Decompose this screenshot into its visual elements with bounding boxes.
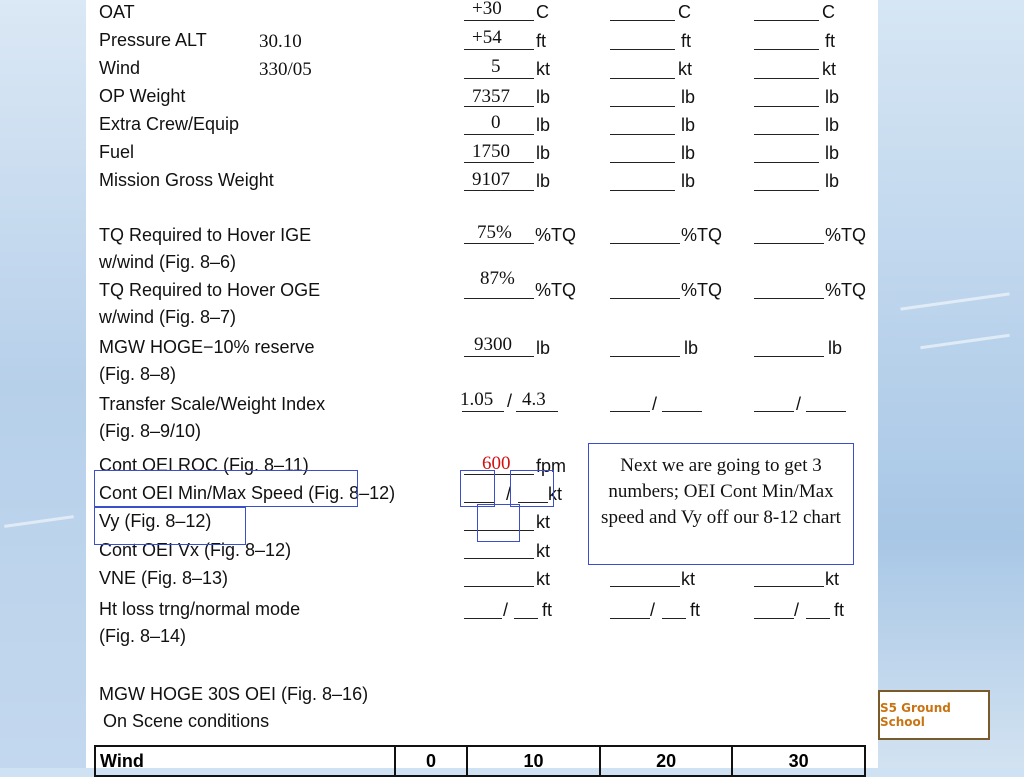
row-sublabel: w/wind (Fig. 8–7) bbox=[99, 307, 237, 327]
highlight-box-vy bbox=[94, 507, 246, 545]
highlight-box-max-value bbox=[510, 470, 554, 507]
unit-label: lb bbox=[684, 338, 699, 358]
separator-slash: / bbox=[796, 394, 802, 414]
blank-line bbox=[610, 411, 650, 412]
unit-label: lb bbox=[681, 87, 696, 107]
blank-line bbox=[662, 411, 702, 412]
row-label: Mission Gross Weight bbox=[99, 170, 274, 190]
unit-label: kt bbox=[825, 569, 840, 589]
table-header-cell: Wind bbox=[95, 746, 395, 776]
ground-school-logo bbox=[878, 690, 990, 740]
section-subtitle: On Scene conditions bbox=[103, 711, 270, 731]
row-label: Ht loss trng/normal mode bbox=[99, 599, 301, 619]
blank-line bbox=[754, 586, 824, 587]
blank-line bbox=[610, 78, 675, 79]
unit-label: fpm bbox=[536, 456, 567, 476]
blank-line bbox=[462, 411, 504, 412]
row-sublabel: (Fig. 8–8) bbox=[99, 364, 177, 384]
row-label: Pressure ALT bbox=[99, 30, 207, 50]
blank-line bbox=[610, 20, 675, 21]
unit-label: lb bbox=[825, 171, 840, 191]
unit-label: lb bbox=[536, 143, 551, 163]
unit-label: ft bbox=[681, 31, 692, 51]
wind-table bbox=[94, 745, 866, 777]
section-title: MGW HOGE 30S OEI (Fig. 8–16) bbox=[99, 684, 369, 704]
row-label: Cont OEI Vx (Fig. 8–12) bbox=[99, 540, 292, 560]
blank-line bbox=[806, 618, 830, 619]
blank-line bbox=[754, 618, 794, 619]
handwritten-value: 5 bbox=[491, 56, 501, 77]
callout-note: Next we are going to get 3 numbers; OEI Cont Min/Max speed and Vy off our 8-12 chart bbox=[588, 443, 854, 565]
blank-line bbox=[464, 134, 534, 135]
table-header-cell: 30 bbox=[732, 746, 865, 776]
blank-line bbox=[464, 190, 534, 191]
separator-slash: / bbox=[503, 600, 509, 620]
blank-line bbox=[754, 106, 819, 107]
handwritten-value: 600 bbox=[482, 453, 511, 474]
blank-line bbox=[464, 356, 534, 357]
handwritten-value: 330/05 bbox=[259, 59, 312, 80]
unit-label: %TQ bbox=[681, 225, 723, 245]
unit-label: lb bbox=[536, 338, 551, 358]
performance-worksheet bbox=[86, 0, 878, 768]
row-sublabel: (Fig. 8–14) bbox=[99, 626, 187, 646]
row-label: Vy (Fig. 8–12) bbox=[99, 511, 212, 531]
handwritten-value: 30.10 bbox=[259, 31, 302, 52]
row-label: Transfer Scale/Weight Index bbox=[99, 394, 326, 414]
blank-line bbox=[610, 618, 650, 619]
table-header-cell: 10 bbox=[467, 746, 600, 776]
unit-label: lb bbox=[681, 115, 696, 135]
unit-label: lb bbox=[825, 143, 840, 163]
unit-label: ft bbox=[542, 600, 553, 620]
blank-line bbox=[754, 78, 819, 79]
blank-line bbox=[464, 243, 534, 244]
unit-label: kt bbox=[536, 512, 551, 532]
unit-label: kt bbox=[822, 59, 837, 79]
blank-line bbox=[754, 190, 819, 191]
blank-line bbox=[464, 162, 534, 163]
blank-line bbox=[514, 618, 538, 619]
unit-label: lb bbox=[536, 87, 551, 107]
handwritten-value: +54 bbox=[472, 27, 502, 48]
row-label: TQ Required to Hover IGE bbox=[99, 225, 312, 245]
blank-line bbox=[754, 134, 819, 135]
unit-label: lb bbox=[536, 171, 551, 191]
unit-label: %TQ bbox=[535, 280, 577, 300]
blank-line bbox=[806, 411, 846, 412]
table-row bbox=[95, 746, 865, 776]
unit-label: ft bbox=[825, 31, 836, 51]
handwritten-value: 1750 bbox=[472, 141, 510, 162]
handwritten-value: 75% bbox=[477, 222, 512, 243]
row-label: OAT bbox=[99, 2, 135, 22]
row-label: TQ Required to Hover OGE bbox=[99, 280, 321, 300]
handwritten-value: 9107 bbox=[472, 169, 510, 190]
blank-line bbox=[464, 298, 534, 299]
separator-slash: / bbox=[507, 391, 513, 411]
row-label: MGW HOGE−10% reserve bbox=[99, 337, 315, 357]
blank-line bbox=[610, 356, 680, 357]
row-label: VNE (Fig. 8–13) bbox=[99, 568, 229, 588]
unit-label: C bbox=[678, 2, 691, 22]
row-label: Wind bbox=[99, 58, 141, 78]
unit-label: kt bbox=[536, 569, 551, 589]
blank-line bbox=[516, 411, 558, 412]
row-label: Fuel bbox=[99, 142, 135, 162]
highlight-box-vy-value bbox=[477, 504, 520, 542]
unit-label: kt bbox=[536, 59, 551, 79]
blank-line bbox=[464, 106, 534, 107]
blank-line bbox=[464, 20, 534, 21]
unit-label: lb bbox=[681, 171, 696, 191]
row-label: Extra Crew/Equip bbox=[99, 114, 240, 134]
unit-label: kt bbox=[681, 569, 696, 589]
handwritten-value: 0 bbox=[491, 112, 501, 133]
unit-label: ft bbox=[834, 600, 845, 620]
row-label: OP Weight bbox=[99, 86, 186, 106]
blank-line bbox=[610, 49, 675, 50]
unit-label: %TQ bbox=[535, 225, 577, 245]
blank-line bbox=[610, 586, 680, 587]
table-header-cell: 20 bbox=[600, 746, 733, 776]
unit-label: %TQ bbox=[825, 280, 867, 300]
blank-line bbox=[754, 49, 819, 50]
handwritten-value: 87% bbox=[480, 268, 515, 289]
unit-label: kt bbox=[548, 484, 563, 504]
blank-line bbox=[754, 162, 819, 163]
unit-label: ft bbox=[690, 600, 701, 620]
blank-line bbox=[610, 243, 680, 244]
unit-label: ft bbox=[536, 31, 547, 51]
blank-line bbox=[754, 298, 824, 299]
highlight-box-minmax bbox=[94, 470, 358, 507]
highlight-box-min-value bbox=[460, 470, 495, 507]
blank-line bbox=[754, 356, 824, 357]
handwritten-value: +30 bbox=[472, 0, 502, 19]
blank-line bbox=[662, 618, 686, 619]
handwritten-value: 4.3 bbox=[522, 389, 546, 410]
separator-slash: / bbox=[794, 600, 800, 620]
row-sublabel: (Fig. 8–9/10) bbox=[99, 421, 202, 441]
unit-label: lb bbox=[681, 143, 696, 163]
handwritten-value: 1.05 bbox=[460, 389, 494, 410]
unit-label: %TQ bbox=[681, 280, 723, 300]
unit-label: kt bbox=[678, 59, 693, 79]
unit-label: lb bbox=[825, 87, 840, 107]
separator-slash: / bbox=[652, 394, 658, 414]
background-right bbox=[878, 0, 1024, 768]
background-left bbox=[0, 0, 86, 768]
blank-line bbox=[610, 162, 675, 163]
unit-label: C bbox=[536, 2, 549, 22]
separator-slash: / bbox=[506, 484, 512, 504]
blank-line bbox=[464, 49, 534, 50]
handwritten-value: 7357 bbox=[472, 86, 510, 107]
blank-line bbox=[610, 190, 675, 191]
blank-line bbox=[464, 586, 534, 587]
unit-label: lb bbox=[536, 115, 551, 135]
blank-line bbox=[610, 106, 675, 107]
unit-label: C bbox=[822, 2, 835, 22]
handwritten-value: 9300 bbox=[474, 334, 512, 355]
unit-label: kt bbox=[536, 541, 551, 561]
separator-slash: / bbox=[650, 600, 656, 620]
row-label: Cont OEI Min/Max Speed (Fig. 8–12) bbox=[99, 483, 396, 503]
row-label: Cont OEI ROC (Fig. 8–11) bbox=[99, 455, 309, 475]
blank-line bbox=[464, 558, 534, 559]
blank-line bbox=[610, 134, 675, 135]
unit-label: lb bbox=[828, 338, 843, 358]
unit-label: %TQ bbox=[825, 225, 867, 245]
blank-line bbox=[754, 411, 794, 412]
blank-line bbox=[610, 298, 680, 299]
blank-line bbox=[464, 78, 534, 79]
unit-label: lb bbox=[825, 115, 840, 135]
blank-line bbox=[754, 20, 819, 21]
row-sublabel: w/wind (Fig. 8–6) bbox=[99, 252, 237, 272]
blank-line bbox=[754, 243, 824, 244]
blank-line bbox=[464, 618, 502, 619]
table-header-cell: 0 bbox=[395, 746, 467, 776]
logo-text: S5 Ground School bbox=[880, 701, 951, 729]
